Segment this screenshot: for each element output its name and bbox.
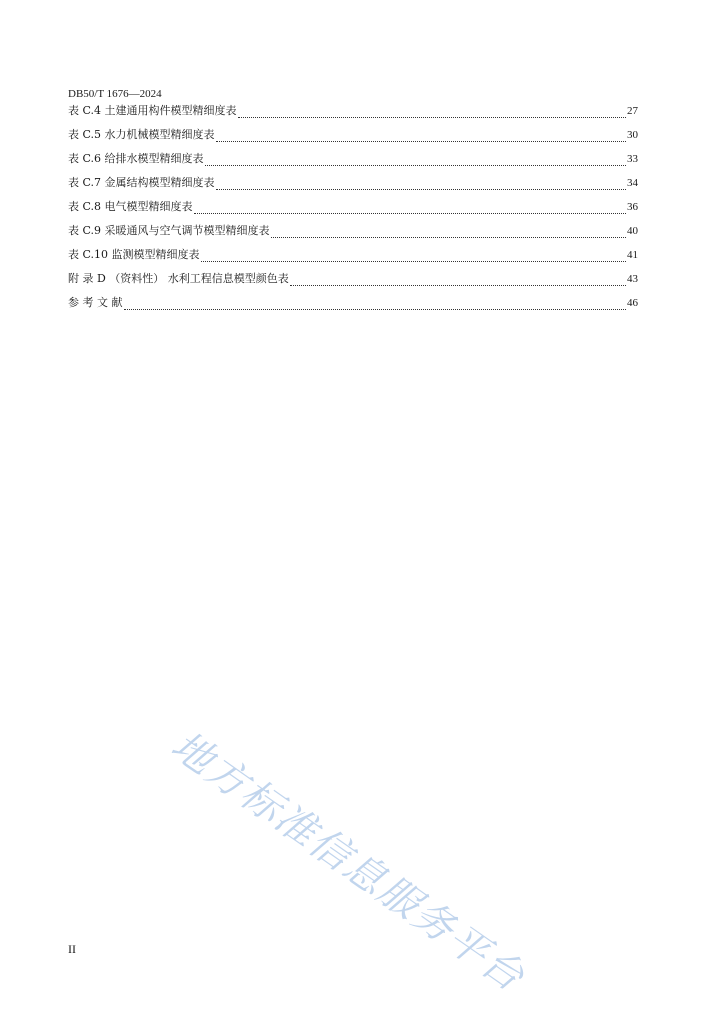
toc-entry-page: 41: [627, 249, 638, 261]
dot-leader: [216, 140, 626, 142]
toc-entry-table-c10[interactable]: [68, 247, 638, 271]
toc-entry-table-c8[interactable]: [68, 199, 638, 223]
toc-entry-page: 30: [627, 129, 638, 141]
toc-entry-table-c4[interactable]: [68, 103, 638, 127]
toc-entry-page: 40: [627, 225, 638, 237]
toc-entry-title: 参 考 文 献: [68, 296, 123, 309]
dot-leader: [238, 116, 626, 118]
toc-entry-title: 表 C.6 给排水模型精细度表: [68, 152, 204, 165]
toc-entry-page: 46: [627, 297, 638, 309]
dot-leader: [124, 308, 627, 310]
toc-entry-title: 表 C.10 监测模型精细度表: [68, 248, 200, 261]
document-id: DB50/T 1676—2024: [68, 88, 162, 100]
toc-entry-title: 表 C.8 电气模型精细度表: [68, 200, 193, 213]
toc-entry-title: 表 C.7 金属结构模型精细度表: [68, 176, 215, 189]
toc-entry-appendix-d[interactable]: [68, 271, 638, 295]
dot-leader: [194, 212, 626, 214]
dot-leader: [271, 236, 626, 238]
dot-leader: [290, 284, 626, 286]
toc-entry-title: 表 C.4 土建通用构件模型精细度表: [68, 104, 237, 117]
toc-entry-table-c7[interactable]: [68, 175, 638, 199]
toc-entry-table-c9[interactable]: [68, 223, 638, 247]
toc-entry-title: 表 C.5 水力机械模型精细度表: [68, 128, 215, 141]
toc-entry-references[interactable]: [68, 295, 638, 319]
dot-leader: [201, 260, 626, 262]
dot-leader: [205, 164, 626, 166]
toc-entry-page: 33: [627, 153, 638, 165]
toc-entry-table-c5[interactable]: [68, 127, 638, 151]
page-number: II: [68, 942, 76, 956]
toc-entry-title: 表 C.9 采暖通风与空气调节模型精细度表: [68, 224, 270, 237]
toc-entry-page: 36: [627, 201, 638, 213]
watermark: 地方标准信息服务平台: [162, 722, 534, 1002]
toc-entry-page: 34: [627, 177, 638, 189]
dot-leader: [216, 188, 626, 190]
toc-entry-table-c6[interactable]: [68, 151, 638, 175]
table-of-contents: [68, 103, 638, 319]
toc-entry-page: 43: [627, 273, 638, 285]
toc-entry-title: 附 录 D （资料性） 水利工程信息模型颜色表: [68, 272, 289, 285]
toc-entry-page: 27: [627, 105, 638, 117]
